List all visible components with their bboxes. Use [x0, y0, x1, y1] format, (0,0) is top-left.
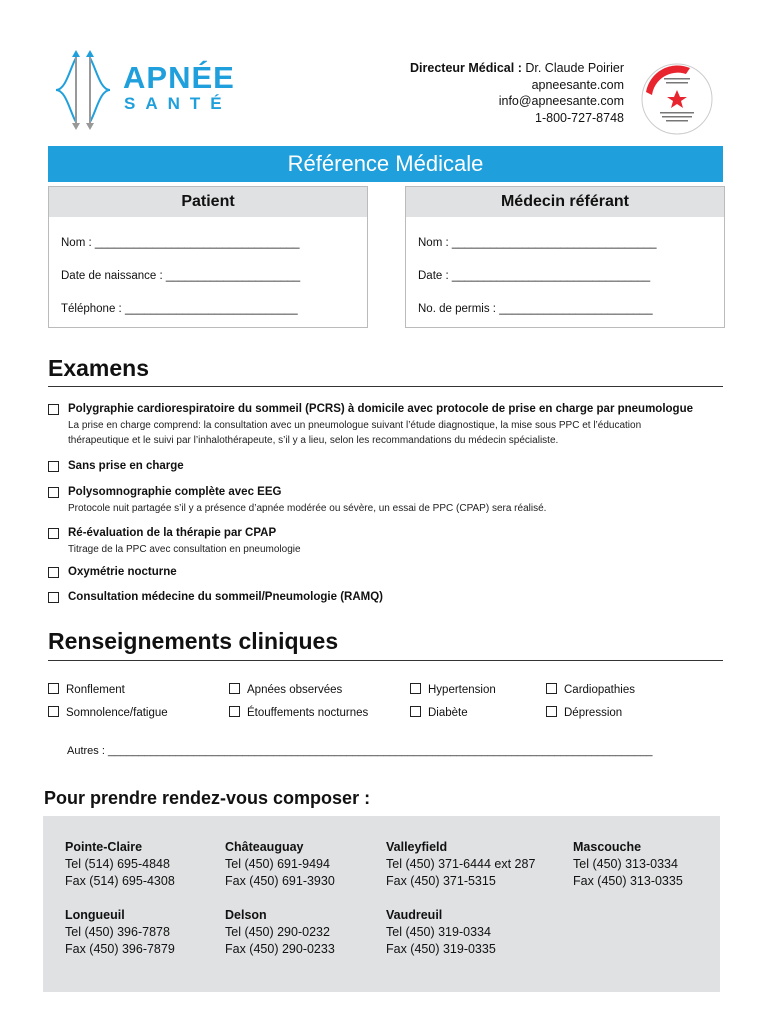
exam-title-pcrs: Polygraphie cardiorespiratoire du sommeil (PCRS) à domicile avec protocole de prise en charge par pneumologue [68, 403, 693, 415]
clinical-other-label: Autres : [67, 745, 105, 757]
patient-dob-label: Date de naissance : [61, 270, 163, 282]
checkbox[interactable] [48, 683, 59, 694]
exam-desc-pcrs-1: La prise en charge comprend: la consultation avec un pneumologue suivant l’étude diagnostique, la mise sous PPC et l’éducation [68, 420, 642, 431]
patient-dob-line[interactable]: _____________________ [165, 270, 301, 282]
exam-desc-cpap: Titrage de la PPC avec consultation en pneumologie [68, 544, 301, 555]
location-fax: Fax (450) 290-0233 [225, 942, 335, 956]
exam-title-cpap: Ré-évaluation de la thérapie par CPAP [68, 527, 277, 539]
form-title-banner: Référence Médicale [48, 146, 723, 182]
location-name: Delson [225, 908, 267, 922]
location-name: Longueuil [65, 908, 125, 922]
clinical-item-somnolence[interactable] [48, 706, 168, 719]
exam-item-cpap [48, 527, 301, 555]
exam-checkbox-polysomnography[interactable] [48, 487, 59, 498]
exam-desc-pcrs-2: thérapeutique et le suivi par l’inhalothérapeute, s’il y a lieu, selon les recommandations du médecin spécialiste. [68, 435, 559, 446]
email: info@apneesante.com [498, 94, 624, 108]
referrer-section [405, 186, 725, 328]
clinical-label: Ronflement [66, 684, 125, 696]
location-tel[interactable]: Tel (514) 695-4848 [65, 857, 170, 871]
referrer-license-field[interactable] [418, 303, 653, 315]
referrer-heading: Médecin référant [406, 187, 724, 217]
clinical-other-field[interactable] [67, 745, 719, 757]
exam-item-polysomnography [48, 486, 547, 514]
location-tel[interactable]: Tel (450) 290-0232 [225, 925, 330, 939]
patient-phone-line[interactable]: ___________________________ [124, 303, 298, 315]
location-longueuil [65, 907, 175, 958]
location-mascouche [573, 839, 683, 890]
patient-dob-field[interactable] [61, 270, 300, 282]
checkbox[interactable] [546, 706, 557, 717]
referrer-date-label: Date : [418, 270, 449, 282]
director-name: Dr. Claude Poirier [525, 61, 624, 75]
exam-desc-polysomnography: Protocole nuit partagée s’il y a présence d’apnée modérée ou sévère, un essai de PPC (CPAP) sera réalisé. [68, 503, 547, 514]
clinical-label: Apnées observées [247, 684, 343, 696]
exam-item-no-followup [48, 460, 184, 475]
exam-item-consultation [48, 591, 383, 606]
location-tel[interactable]: Tel (450) 396-7878 [65, 925, 170, 939]
location-vaudreuil [386, 907, 496, 958]
location-name: Valleyfield [386, 840, 448, 854]
director-label: Directeur Médical : [410, 61, 522, 75]
location-fax: Fax (450) 371-5315 [386, 874, 496, 888]
clinical-item-diabetes[interactable] [410, 706, 468, 719]
location-fax: Fax (450) 396-7879 [65, 942, 175, 956]
referrer-license-label: No. de permis : [418, 303, 496, 315]
checkbox[interactable] [410, 706, 421, 717]
checkbox[interactable] [410, 683, 421, 694]
clinical-label: Étouffements nocturnes [247, 707, 369, 719]
patient-name-line[interactable]: ________________________________ [94, 237, 300, 249]
patient-phone-field[interactable] [61, 303, 298, 315]
clinical-item-snoring[interactable] [48, 683, 125, 696]
logo-title: APNÉE [123, 60, 235, 95]
checkbox[interactable] [48, 706, 59, 717]
location-fax: Fax (450) 691-3930 [225, 874, 335, 888]
location-delson [225, 907, 335, 958]
exams-heading: Examens [48, 355, 150, 381]
exam-checkbox-oximetry[interactable] [48, 567, 59, 578]
location-tel[interactable]: Tel (450) 371-6444 ext 287 [386, 857, 536, 871]
exam-checkbox-no-followup[interactable] [48, 461, 59, 472]
patient-name-label: Nom : [61, 237, 92, 249]
exam-title-consultation: Consultation médecine du sommeil/Pneumologie (RAMQ) [68, 591, 383, 603]
patient-heading: Patient [49, 187, 367, 217]
clinical-heading: Renseignements cliniques [48, 628, 339, 654]
clinical-label: Cardiopathies [564, 684, 635, 696]
patient-section [48, 186, 368, 328]
patient-phone-label: Téléphone : [61, 303, 122, 315]
exam-item-oximetry [48, 566, 177, 581]
location-tel[interactable]: Tel (450) 319-0334 [386, 925, 491, 939]
checkbox[interactable] [229, 706, 240, 717]
exam-item-pcrs [48, 403, 693, 446]
appointments-heading: Pour prendre rendez-vous composer : [44, 788, 371, 808]
exam-checkbox-pcrs[interactable] [48, 404, 59, 415]
exam-checkbox-cpap[interactable] [48, 528, 59, 539]
location-fax: Fax (450) 319-0335 [386, 942, 496, 956]
patient-name-field[interactable] [61, 237, 300, 249]
clinical-item-cardiopathies[interactable] [546, 683, 635, 696]
location-name: Mascouche [573, 840, 642, 854]
checkbox[interactable] [546, 683, 557, 694]
exam-title-polysomnography: Polysomnographie complète avec EEG [68, 486, 282, 498]
clinical-label: Somnolence/fatigue [66, 707, 168, 719]
exam-title-no-followup: Sans prise en charge [68, 460, 184, 472]
clinical-item-depression[interactable] [546, 706, 622, 719]
location-pointe-claire [65, 839, 175, 890]
clinical-item-hypertension[interactable] [410, 683, 496, 696]
clinical-other-line[interactable]: _________________________________________________________________________________________ [107, 745, 653, 757]
referrer-name-line[interactable]: ________________________________ [451, 237, 657, 249]
exam-checkbox-consultation[interactable] [48, 592, 59, 603]
location-name: Châteauguay [225, 840, 304, 854]
referrer-name-field[interactable] [418, 237, 657, 249]
phone: 1-800-727-8748 [535, 110, 624, 125]
clinical-item-choking[interactable] [229, 706, 368, 719]
location-valleyfield [386, 839, 535, 890]
exams-divider [48, 386, 723, 387]
referrer-date-line[interactable]: _______________________________ [451, 270, 651, 282]
checkbox[interactable] [229, 683, 240, 694]
referrer-name-label: Nom : [418, 237, 449, 249]
accreditation-seal-icon [640, 62, 714, 136]
location-tel[interactable]: Tel (450) 313-0334 [573, 857, 678, 871]
location-fax: Fax (450) 313-0335 [573, 874, 683, 888]
clinical-label: Hypertension [428, 684, 496, 696]
location-fax: Fax (514) 695-4308 [65, 874, 175, 888]
exam-title-oximetry: Oxymétrie nocturne [68, 566, 177, 578]
location-chateauguay [225, 839, 335, 890]
clinical-label: Diabète [428, 707, 468, 719]
clinical-label: Dépression [564, 707, 623, 719]
clinical-divider [48, 660, 723, 661]
clinical-item-observed-apnea[interactable] [229, 683, 342, 696]
location-name: Pointe-Claire [65, 840, 143, 854]
location-name: Vaudreuil [386, 908, 443, 922]
contact-block [410, 60, 624, 126]
website: apneesante.com [531, 77, 624, 92]
referrer-license-line[interactable]: ________________________ [499, 303, 653, 315]
referrer-date-field[interactable] [418, 270, 650, 282]
logo-subtitle: SANTÉ [124, 94, 232, 113]
location-tel[interactable]: Tel (450) 691-9494 [225, 857, 330, 871]
